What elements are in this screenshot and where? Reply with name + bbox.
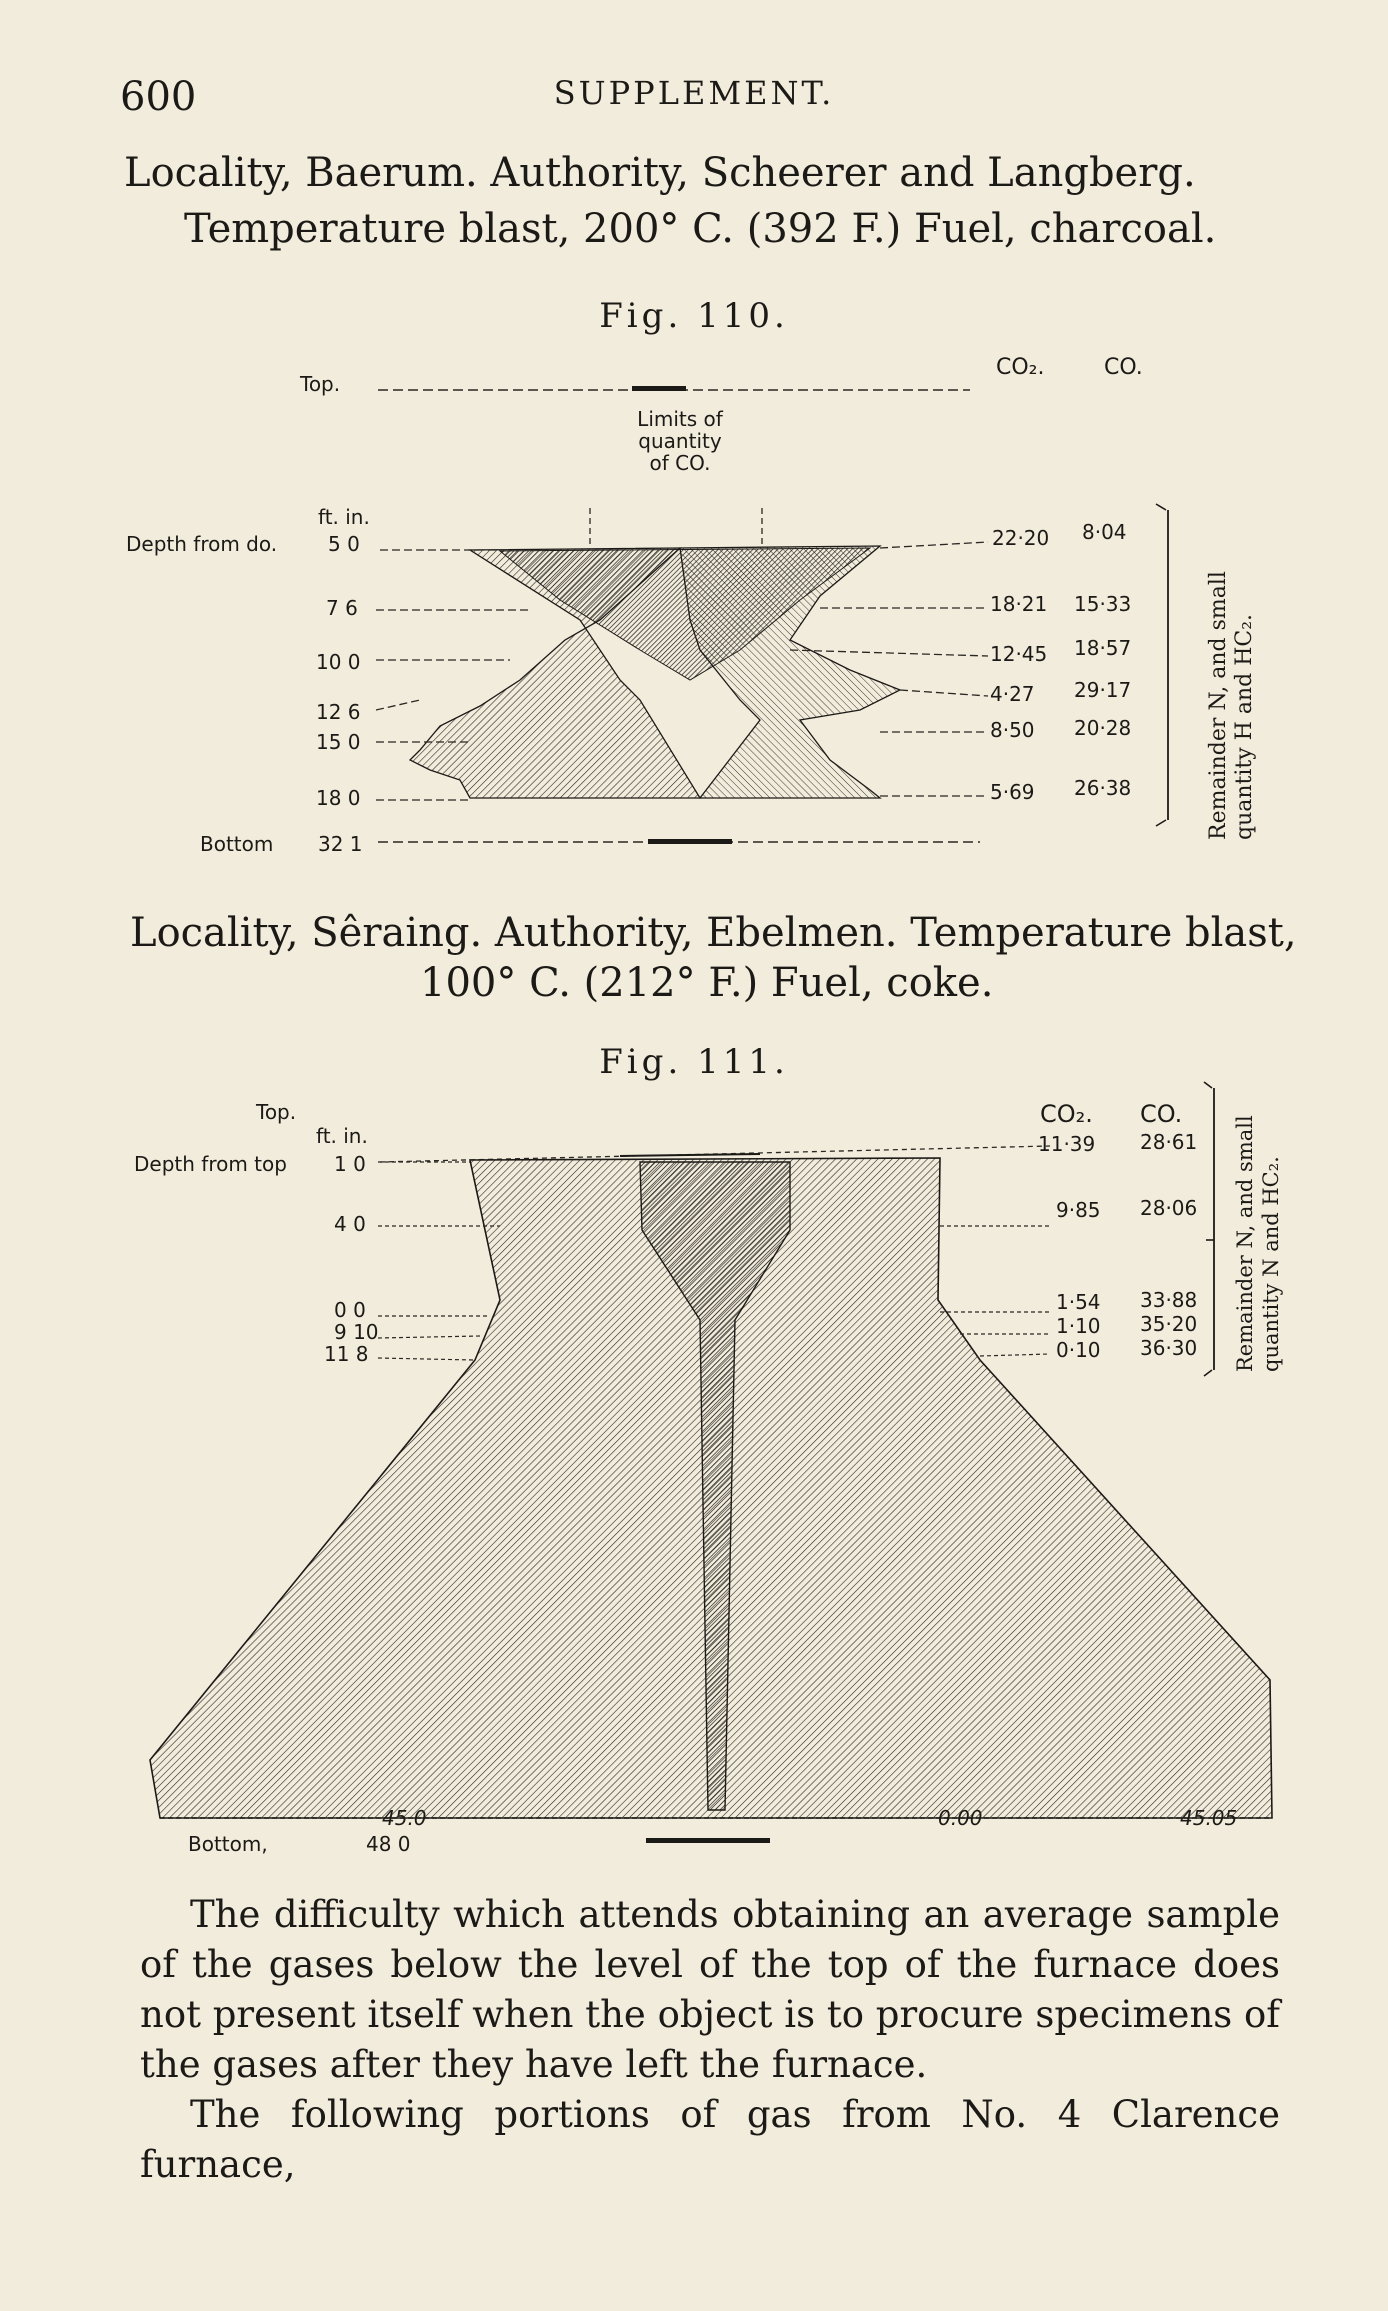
fig111-co2-value: 1·10 [1056,1314,1101,1338]
fig110-co-value: 18·57 [1074,636,1132,660]
fig110-co2-value: 8·50 [990,718,1035,742]
fig111-caption-line1: Locality, Sêraing. Authority, Ebelmen. Temperature blast, [130,910,1297,956]
fig110-title: Fig. 110. [599,296,789,336]
fig111-col-co: CO. [1140,1100,1183,1128]
running-title: SUPPLEMENT. [553,74,835,112]
fig110-bottom-depth: 32 1 [318,832,363,856]
fig110-co-value: 26·38 [1074,776,1132,800]
fig110-co2-value: 4·27 [990,682,1035,706]
fig110-limits-label: Limits of quantity of CO. [637,407,723,475]
fig110-co2-value: 18·21 [990,592,1048,616]
paragraph: The following portions of gas from No. 4 Clarence furnace, [140,2093,1280,2186]
fig111-title: Fig. 111. [599,1042,789,1082]
fig111-row-depth: 4 0 [334,1212,366,1236]
fig111-caption-line2: 100° C. (212° F.) Fuel, coke. [420,960,994,1006]
fig110-row-depth: 5 0 [328,532,360,556]
fig111-co-value: 28·06 [1140,1196,1198,1220]
fig110-caption-line2: Temperature blast, 200° C. (392 F.) Fuel, charcoal. [184,206,1217,252]
fig111-col-co2: CO₂. [1040,1100,1093,1128]
fig110-row-depth: 15 0 [316,730,361,754]
fig110-top-label: Top. [300,372,341,396]
fig110-col-co: CO. [1104,355,1143,380]
fig111-co-value: 36·30 [1140,1336,1198,1360]
fig110-row-depth: 10 0 [316,650,361,674]
fig110-co2-value: 12·45 [990,642,1048,666]
fig110-col-co2: CO₂. [996,355,1045,380]
fig111-row-depth: 11 8 [324,1342,369,1366]
fig111-co-value: 35·20 [1140,1312,1198,1336]
fig111-bottom-depth: 48 0 [366,1832,411,1856]
fig111-top-label: Top. [256,1100,297,1124]
fig110-co2-value: 5·69 [990,780,1035,804]
fig110-bottom-label: Bottom [200,832,274,856]
body-text [140,1890,1280,2190]
fig110-co-value: 15·33 [1074,592,1132,616]
fig111-co2-value: 11·39 [1038,1132,1096,1156]
fig111-co-value: 28·61 [1140,1130,1198,1154]
paragraph: The difficulty which attends obtaining an average sample of the gases below the level of the top of the furnace does not present itself when the object is to procure specimens of the gases after they have left the furnace. [140,1893,1280,2086]
fig110-caption-line1: Locality, Baerum. Authority, Scheerer and Langberg. [124,150,1196,196]
fig111-unit-label: ft. in. [316,1124,368,1148]
fig111-depth-label: Depth from top [134,1152,287,1176]
page-number: 600 [120,74,197,120]
fig110-depth-label: Depth from do. [126,532,278,556]
fig111-row-depth: 9 10 [334,1320,379,1344]
fig110-unit-label: ft. in. [318,505,370,529]
fig111-row-depth: 0 0 [334,1298,366,1322]
fig111-co-value: 33·88 [1140,1288,1198,1312]
fig110-row-depth: 18 0 [316,786,361,810]
fig111-co2-value: 0·10 [1056,1338,1101,1362]
fig110-diagram [376,386,1168,844]
fig111-remainder-label: Remainder N, and small quantity N and HC₂. [1233,1115,1283,1372]
fig110-row-depth: 12 6 [316,700,361,724]
fig110-co2-value: 22·20 [992,526,1050,550]
fig110-co-value: 29·17 [1074,678,1132,702]
fig110-remainder-label: Remainder N, and small quantity H and HC₂. [1206,571,1257,840]
fig110-row-depth: 7 6 [326,596,358,620]
fig110-co-value: 20·28 [1074,716,1132,740]
fig111-co2-value: 9·85 [1056,1198,1101,1222]
fig111-co2-value: 1·54 [1056,1290,1101,1314]
fig110-co-value: 8·04 [1082,520,1127,544]
fig111-diagram [150,1082,1272,1843]
fig111-row-depth: 1 0 [334,1152,366,1176]
fig111-bottom-label: Bottom, [188,1832,268,1856]
